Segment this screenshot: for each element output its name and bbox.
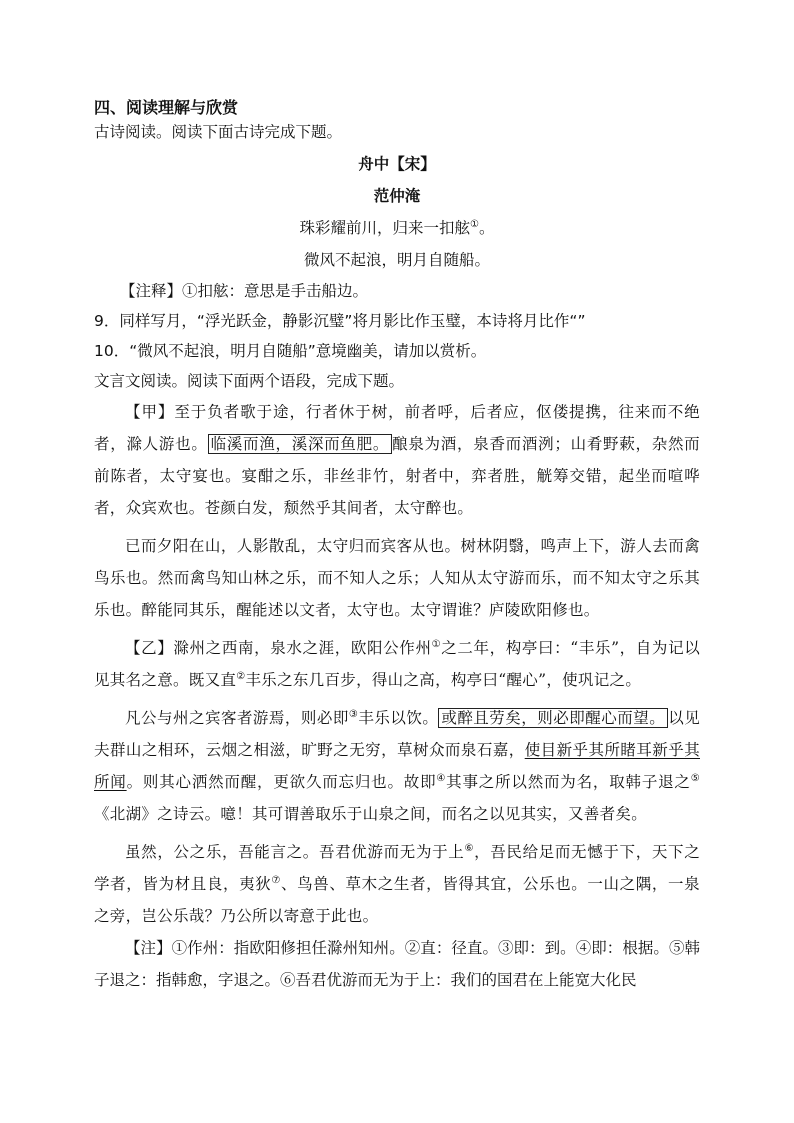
yi-text-c: 丰乐之东几百步，得山之高，构亭曰“醒心”，使巩记之。	[245, 671, 642, 689]
poem-title: 舟中【宋】	[358, 154, 436, 173]
footnote-marker: ②	[236, 670, 246, 682]
footnote-marker: ⑦	[271, 874, 281, 886]
yi-underlined-sentence: 使目新乎其所睹耳新乎其所闻	[94, 741, 700, 791]
passage-jia-paragraph-1	[94, 396, 700, 524]
section-title: 四、阅读理解与欣赏	[94, 98, 239, 117]
question-10: 10．“微风不起浪，明月自随船”意境幽美，请加以赏析。	[94, 342, 487, 360]
document-content	[94, 96, 700, 996]
passage-yi-footnotes: 【注】①作州：指欧阳修担任滁州知州。②直：径直。③即：到。④即：根据。⑤韩子退之：指韩愈，字退之。⑥吾君优游而无为于上：我们的国君在上能宽大化民	[94, 939, 700, 989]
footnote-marker: ①	[431, 638, 442, 650]
footnote-marker: ④	[436, 772, 447, 784]
passage-yi-paragraph-2	[94, 702, 700, 830]
yi-text-f: 以见夫群山之相环，云烟之相滋，旷野之无穷，草树众而泉石嘉，	[94, 709, 701, 759]
poem-note: 【注释】①扣舷：意思是手击船边。	[120, 282, 369, 300]
yi-text-b: 之二年，构亭曰：“丰乐”，自为记以见其名之意。既又直	[94, 639, 701, 689]
prose-intro: 文言文阅读。阅读下面两个语段，完成下题。	[94, 372, 405, 390]
poem-line-2: 微风不起浪，明月自随船。	[303, 251, 490, 269]
poem-line-1	[94, 212, 700, 244]
question-9: 9．同样写月，“浮光跃金，静影沉璧”将月影比作玉璧，本诗将月比作“”	[94, 312, 586, 330]
yi-text-h: 其事之所以然而为名，取韩子退之	[446, 773, 691, 791]
footnote-marker: ③	[348, 708, 359, 720]
passage-yi-paragraph-1	[94, 632, 700, 696]
yi-text-d: 凡公与州之宾客者游焉，则必即	[125, 709, 349, 727]
passage-jia-paragraph-2: 已而夕阳在山，人影散乱，太守归而宾客从也。树林阴翳，鸣声上下，游人去而禽鸟乐也。然而禽鸟知山林之乐，而不知人之乐；人知从太守游而乐，而不知太守之乐其乐也。醉能同其乐，醒能述以文者，太守也。太守谓谁？庐陵欧阳修也。	[94, 537, 700, 619]
yi-text-a: 【乙】滁州之西南，泉水之涯，欧阳公作州	[125, 639, 432, 657]
poem-author: 范仲淹	[373, 186, 421, 205]
jia-text-a: 【甲】至于负者歌于途，行者休于树，前者呼，后者应，伛偻提携，往来而不绝者，滁人游也。	[94, 403, 700, 453]
yi-text-i: 《北湖》之诗云。噫！其可谓善取乐于山泉之间，而名之以见其实，又善者矣。	[94, 805, 648, 823]
footnote-marker: ①	[470, 218, 479, 230]
yi-text-k: ，吾民给足而无憾于下，天下之学者，皆为材且良，夷狄	[94, 843, 701, 893]
poem-intro: 古诗阅读。阅读下面古诗完成下题。	[94, 123, 343, 141]
yi-text-g: 。则其心洒然而醒，更欲久而忘归也。故即	[126, 773, 437, 791]
footnote-marker: ⑥	[464, 842, 475, 854]
jia-text-b: 酿泉为酒，泉香而酒洌；山肴野蔌，杂然而前陈者，太守宴也。宴酣之乐，非丝非竹，射者中，弈者胜，觥筹交错，起坐而喧哗者，众宾欢也。苍颜白发，颓然乎其间者，太守醉也。	[94, 435, 700, 517]
passage-yi-paragraph-3	[94, 836, 700, 932]
yi-text-j: 虽然，公之乐，吾能言之。吾君优游而无为于上	[125, 843, 465, 861]
yi-text-e: 丰乐以饮。	[358, 709, 439, 727]
footnote-marker: ⑤	[690, 772, 700, 784]
yi-text-l: 、鸟兽、草木之生者，皆得其宜，公乐也。一山之隅，一泉之旁，岂公乐哉？乃公所以寄意于此也。	[94, 875, 700, 925]
poem-line-1-end: 。	[478, 219, 495, 237]
jia-boxed-sentence: 临溪而渔，溪深而鱼肥。	[208, 434, 393, 454]
poem-line-1-text: 珠彩耀前川，归来一扣舷	[299, 219, 471, 237]
yi-boxed-sentence: 或醉且劳矣，则必即醒心而望。	[438, 708, 668, 728]
